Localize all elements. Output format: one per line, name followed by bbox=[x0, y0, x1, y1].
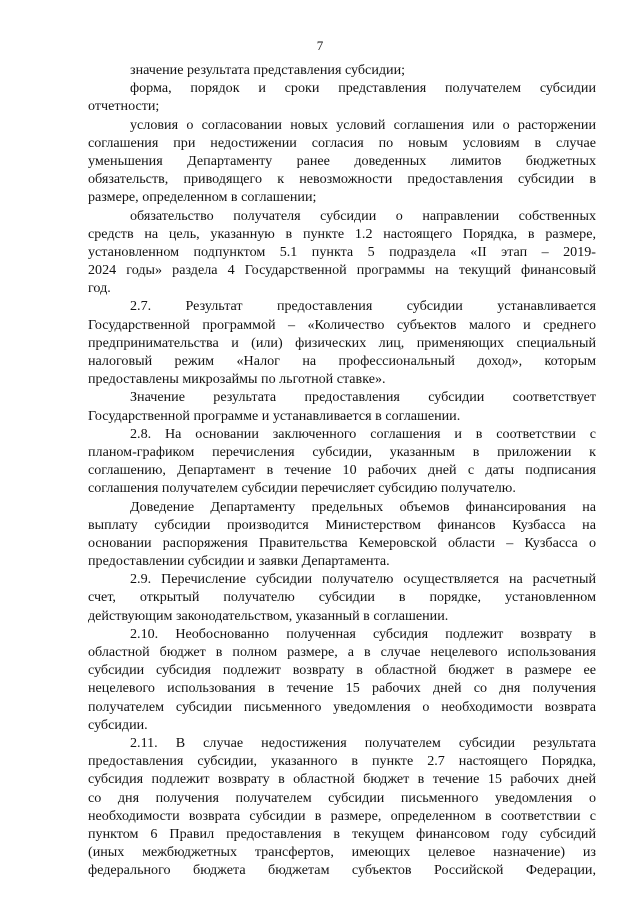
text-line: 2024 годы» раздела 4 Государственной программы на текущий финансовый bbox=[88, 262, 596, 279]
text-line: условия о согласовании новых условий соглашения или о расторжении bbox=[130, 116, 596, 133]
text-line: предпринимательства и (или) физических лиц, применяющих специальный bbox=[88, 334, 596, 351]
text-line: соглашения при недостижении согласия по новым условиям в случае bbox=[88, 134, 596, 151]
text-line: размере, определенном в соглашении; bbox=[88, 189, 317, 206]
text-line: обязательств, приводящего к невозможности предоставления субсидии в bbox=[88, 171, 596, 188]
text-line: 2.9. Перечисление субсидии получателю осуществляется на расчетный bbox=[130, 571, 596, 588]
text-line: основании распоряжения Правительства Кемеровской области – Кузбасса о bbox=[88, 534, 596, 551]
text-line: Доведение Департаменту предельных объемов финансирования на bbox=[130, 498, 596, 515]
text-line: 2.11. В случае недостижения получателем субсидии результата bbox=[130, 734, 596, 751]
text-line: областной бюджет в полном размере, а в случае нецелевого использования bbox=[88, 644, 596, 660]
text-line: предоставлены микрозаймы по льготной ставке». bbox=[88, 371, 386, 388]
text-line: действующим законодательством, указанный в соглашении. bbox=[88, 607, 449, 624]
text-line: планом-графиком перечисления субсидии, указанным в приложении к bbox=[88, 443, 596, 460]
text-line: отчетности; bbox=[88, 98, 160, 115]
text-line: налоговый режим «Налог на профессиональный доход», которым bbox=[88, 353, 596, 369]
text-line: средств на цель, указанную в пункте 1.2 настоящего Порядка, в размере, bbox=[88, 225, 596, 242]
text-line: установленном подпунктом 5.1 пункта 5 подраздела «II этап – 2019- bbox=[88, 243, 596, 260]
text-line: пунктом 6 Правил предоставления в текущем финансовом году субсидий bbox=[88, 825, 596, 842]
text-line: обязательство получателя субсидии о направлении собственных bbox=[130, 207, 596, 224]
text-line: получателем субсидии письменного уведомления о необходимости возврата bbox=[88, 698, 596, 715]
text-line: 2.10. Необоснованно полученная субсидия подлежит возврату в bbox=[130, 625, 596, 642]
text-line: субсидии субсидия подлежит возврату в областной бюджет в размере ее bbox=[88, 662, 596, 679]
text-line: соглашению, Департамент в течение 10 рабочих дней с даты подписания bbox=[88, 462, 596, 479]
text-line: субсидия подлежит возврату в областной бюджет в течение 15 рабочих дней bbox=[88, 771, 596, 788]
text-line: нецелевого использования в течение 15 рабочих дней со дня получения bbox=[88, 680, 596, 697]
text-line: выплату субсидии производится Министерством финансов Кузбасса на bbox=[88, 516, 596, 533]
text-line: со дня получения получателем субсидии письменного уведомления о bbox=[88, 789, 596, 806]
text-line: уменьшения Департаменту ранее доведенных лимитов бюджетных bbox=[88, 152, 596, 169]
text-line: субсидии. bbox=[88, 716, 148, 733]
text-line: предоставлении субсидии и заявки Департамента. bbox=[88, 553, 390, 570]
text-line: (иных межбюджетных трансфертов, имеющих целевое назначение) из bbox=[88, 844, 596, 861]
text-line: предоставления субсидии, указанного в пункте 2.7 настоящего Порядка, bbox=[88, 753, 596, 770]
text-line: Государственной программе и устанавливается в соглашении. bbox=[88, 407, 461, 424]
text-line: необходимости возврата субсидии в размере, определенном в соответствии с bbox=[88, 807, 596, 824]
text-line: значение результата представления субсидии; bbox=[130, 62, 406, 78]
text-line: соглашения получателем субсидии перечисляет субсидию получателю. bbox=[88, 480, 516, 497]
document-body bbox=[88, 61, 596, 879]
text-line: 2.7. Результат предоставления субсидии устанавливается bbox=[130, 298, 596, 315]
text-line: Государственной программой – «Количество субъектов малого и среднего bbox=[88, 316, 596, 333]
text-line: форма, порядок и сроки представления получателем субсидии bbox=[130, 80, 596, 97]
page-number: 7 bbox=[316, 38, 324, 53]
text-line: федерального бюджета бюджетам субъектов Российской Федерации, bbox=[88, 862, 596, 879]
text-line: Значение результата предоставления субсидии соответствует bbox=[130, 389, 596, 406]
text-line: год. bbox=[88, 280, 111, 297]
text-line: 2.8. На основании заключенного соглашения и в соответствии с bbox=[130, 425, 596, 442]
text-line: счет, открытый получателю субсидии в порядке, установленном bbox=[88, 589, 596, 606]
